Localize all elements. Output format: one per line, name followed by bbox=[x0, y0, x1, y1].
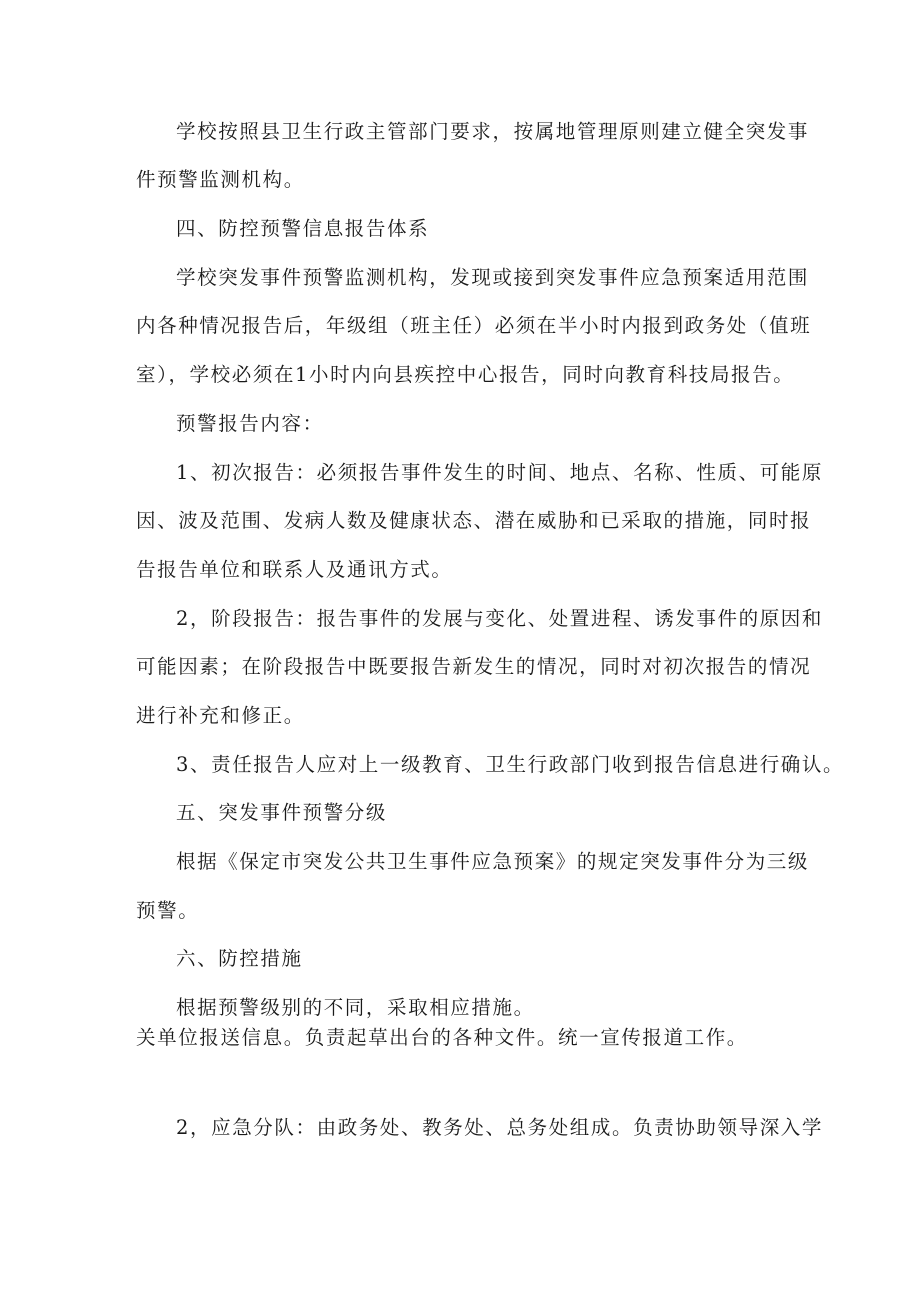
paragraph-line: 关单位报送信息。负责起草出台的各种文件。统一宣传报道工作。 bbox=[136, 1026, 748, 1049]
paragraph-line: 内各种情况报告后，年级组（班主任）必须在半小时内报到政务处（值班 bbox=[136, 314, 812, 337]
list-item-line: 可能因素；在阶段报告中既要报告新发生的情况，同时对初次报告的情况 bbox=[136, 655, 812, 678]
list-item-line: 进行补充和修正。 bbox=[136, 704, 305, 727]
paragraph-line: 学校按照县卫生行政主管部门要求，按属地管理原则建立健全突发事 bbox=[176, 120, 810, 143]
list-item-line: 因、波及范围、发病人数及健康状态、潜在威胁和已采取的措施，同时报 bbox=[136, 509, 812, 532]
list-item-line: 1、初次报告：必须报告事件发生的时间、地点、名称、性质、可能原 bbox=[176, 461, 824, 484]
paragraph-line: 件预警监测机构。 bbox=[136, 168, 305, 191]
section-heading: 六、防控措施 bbox=[176, 947, 303, 970]
paragraph-line: 根据《保定市突发公共卫生事件应急预案》的规定突发事件分为三级 bbox=[176, 850, 810, 873]
list-item-line: 告报告单位和联系人及通讯方式。 bbox=[136, 558, 453, 581]
paragraph-line: 根据预警级别的不同，采取相应措施。 bbox=[176, 996, 535, 1019]
paragraph-line: 学校突发事件预警监测机构，发现或接到突发事件应急预案适用范围 bbox=[176, 266, 810, 289]
paragraph-line: 室），学校必须在1小时内向县疾控中心报告，同时向教育科技局报告。 bbox=[136, 363, 795, 386]
list-item-line: 2，应急分队：由政务处、教务处、总务处组成。负责协助领导深入学 bbox=[176, 1116, 824, 1139]
section-heading: 五、突发事件预警分级 bbox=[176, 801, 388, 824]
subheading: 预警报告内容： bbox=[176, 412, 324, 435]
section-heading: 四、防控预警信息报告体系 bbox=[176, 217, 430, 240]
list-item-line: 2，阶段报告：报告事件的发展与变化、处置进程、诱发事件的原因和 bbox=[176, 607, 824, 630]
paragraph-line: 预警。 bbox=[136, 899, 200, 922]
list-item-line: 3、责任报告人应对上一级教育、卫生行政部门收到报告信息进行确认。 bbox=[176, 753, 845, 776]
